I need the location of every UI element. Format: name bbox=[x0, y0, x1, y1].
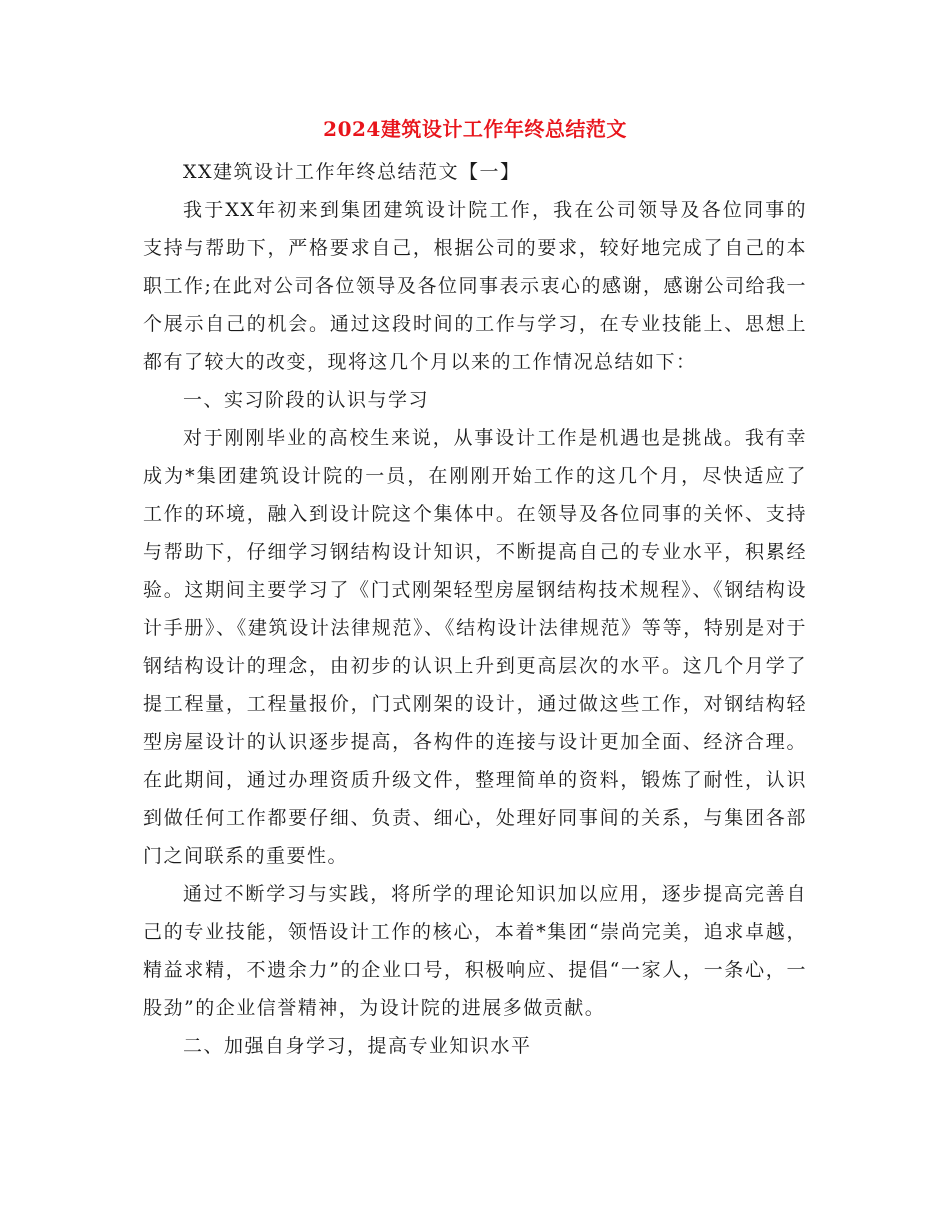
subheading-internship: 一、实习阶段的认识与学习 bbox=[183, 389, 430, 411]
section-heading-1: XX建筑设计工作年终总结范文【一】 bbox=[183, 161, 521, 183]
internship-paragraph: 对于刚刚毕业的高校生来说，从事设计工作是机遇也是挑战。我有幸成为*集团建筑设计院的一员，在刚刚开始工作的这几个月，尽快适应了工作的环境，融入到设计院这个集体中。在领导及各位同事的关怀、支持与帮助下，仔细学习钢结构设计知识，不断提高自己的专业水平，积累经验。这期间主要学习了《门式刚架轻型房屋钢结构技术规程》、《钢结构设计手册》、《建筑设计法律规范》、《结构设计法律规范》等等，特别是对于钢结构设计的理念，由初步的认识上升到更高层次的水平。这几个月学了提工程量，工程量报价，门式刚架的设计，通过做这些工作，对钢结构轻型房屋设计的认识逐步提高，各构件的连接与设计更加全面、经济合理。在此期间，通过办理资质升级文件，整理简单的资料，锻炼了耐性，认识到做任何工作都要仔细、负责、细心，处理好同事间的关系，与集团各部门之间联系的重要性。 bbox=[143, 427, 807, 867]
document-body bbox=[143, 153, 807, 1065]
intro-paragraph: 我于XX年初来到集团建筑设计院工作，我在公司领导及各位同事的支持与帮助下，严格要求自己，根据公司的要求，较好地完成了自己的本职工作;在此对公司各位领导及各位同事表示衷心的感谢，感谢公司给我一个展示自己的机会。通过这段时间的工作与学习，在专业技能上、思想上都有了较大的改变，现将这几个月以来的工作情况总结如下： bbox=[143, 199, 807, 373]
document-title: 2024建筑设计工作年终总结范文 bbox=[323, 117, 627, 141]
practice-paragraph: 通过不断学习与实践，将所学的理论知识加以应用，逐步提高完善自己的专业技能，领悟设计工作的核心，本着*集团“崇尚完美，追求卓越，精益求精，不遗余力”的企业口号，积极响应、提倡“一家人，一条心，一股劲”的企业信誉精神，为设计院的进展多做贡献。 bbox=[143, 883, 807, 1019]
subheading-self-study: 二、加强自身学习，提高专业知识水平 bbox=[183, 1035, 532, 1057]
